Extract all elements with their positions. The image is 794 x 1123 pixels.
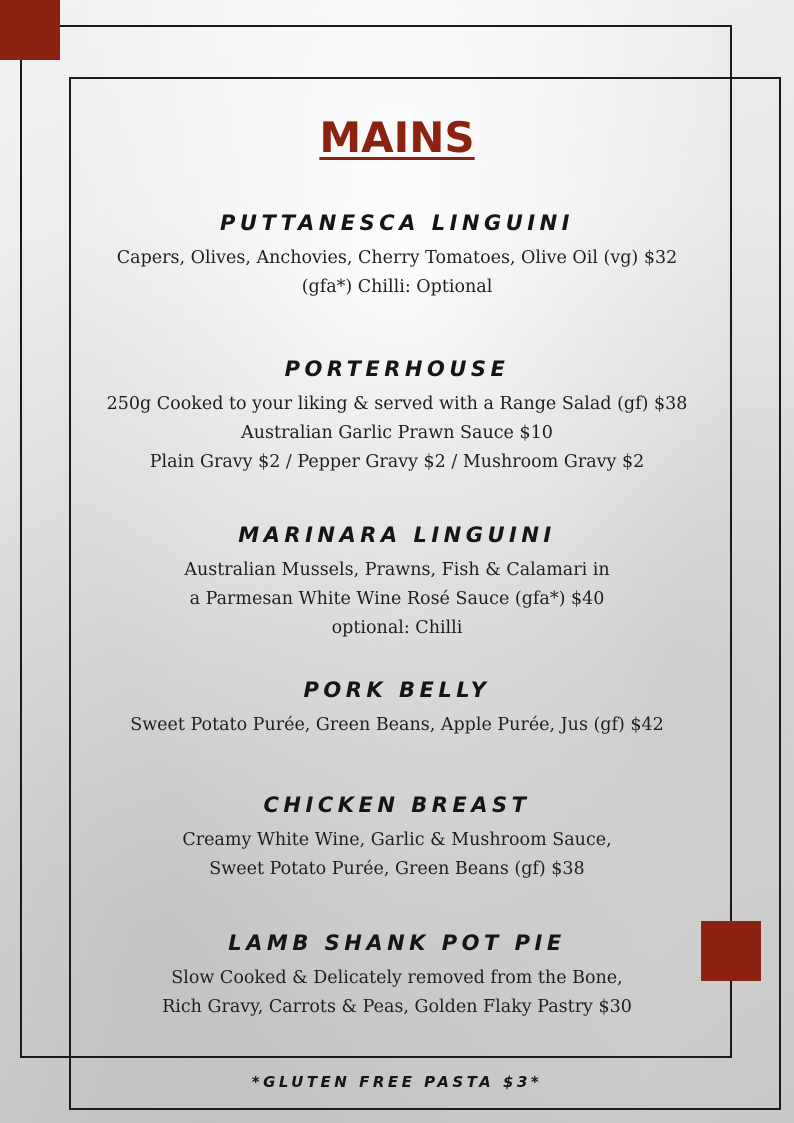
menu-item-name: MARINARA LINGUINI [238,523,556,547]
menu-item-lamb-shank [40,930,754,1022]
menu-item-description: Slow Cooked & Delicately removed from the Bone, [171,968,623,988]
menu-item-description: Australian Garlic Prawn Sauce $10 [241,423,553,443]
menu-item-description: Sweet Potato Purée, Green Beans (gf) $38 [209,859,585,879]
footer-note: *GLUTEN FREE PASTA $3* [251,1073,543,1091]
menu-item-name: PUTTANESCA LINGUINI [220,211,574,235]
menu-item-pork-belly [40,677,754,740]
menu-item-marinara [40,522,754,643]
menu-item-description: a Parmesan White Wine Rosé Sauce (gfa*) $40 [189,589,605,609]
menu-item-description: Rich Gravy, Carrots & Peas, Golden Flaky Pastry $30 [162,997,632,1017]
menu-item-description: Sweet Potato Purée, Green Beans, Apple Purée, Jus (gf) $42 [130,715,664,735]
menu-item-description: (gfa*) Chilli: Optional [301,277,493,297]
menu-item-description: optional: Chilli [331,618,463,638]
menu-item-porterhouse [40,356,754,477]
menu-item-puttanesca [40,210,754,302]
accent-square-top-left [0,0,60,60]
menu-item-name: CHICKEN BREAST [263,793,531,817]
menu-item-description: Plain Gravy $2 / Pepper Gravy $2 / Mushroom Gravy $2 [149,452,645,472]
menu-item-description: 250g Cooked to your liking & served with a Range Salad (gf) $38 [106,394,688,414]
page-title: MAINS [319,113,475,162]
menu-item-chicken-breast [40,792,754,884]
menu-item-name: PORK BELLY [303,678,491,702]
menu-item-description: Capers, Olives, Anchovies, Cherry Tomatoes, Olive Oil (vg) $32 [116,248,678,268]
menu-item-name: PORTERHOUSE [284,357,510,381]
menu-item-description: Creamy White Wine, Garlic & Mushroom Sauce, [182,830,612,850]
menu-item-name: LAMB SHANK POT PIE [228,931,566,955]
menu-item-description: Australian Mussels, Prawns, Fish & Calamari in [184,560,610,580]
